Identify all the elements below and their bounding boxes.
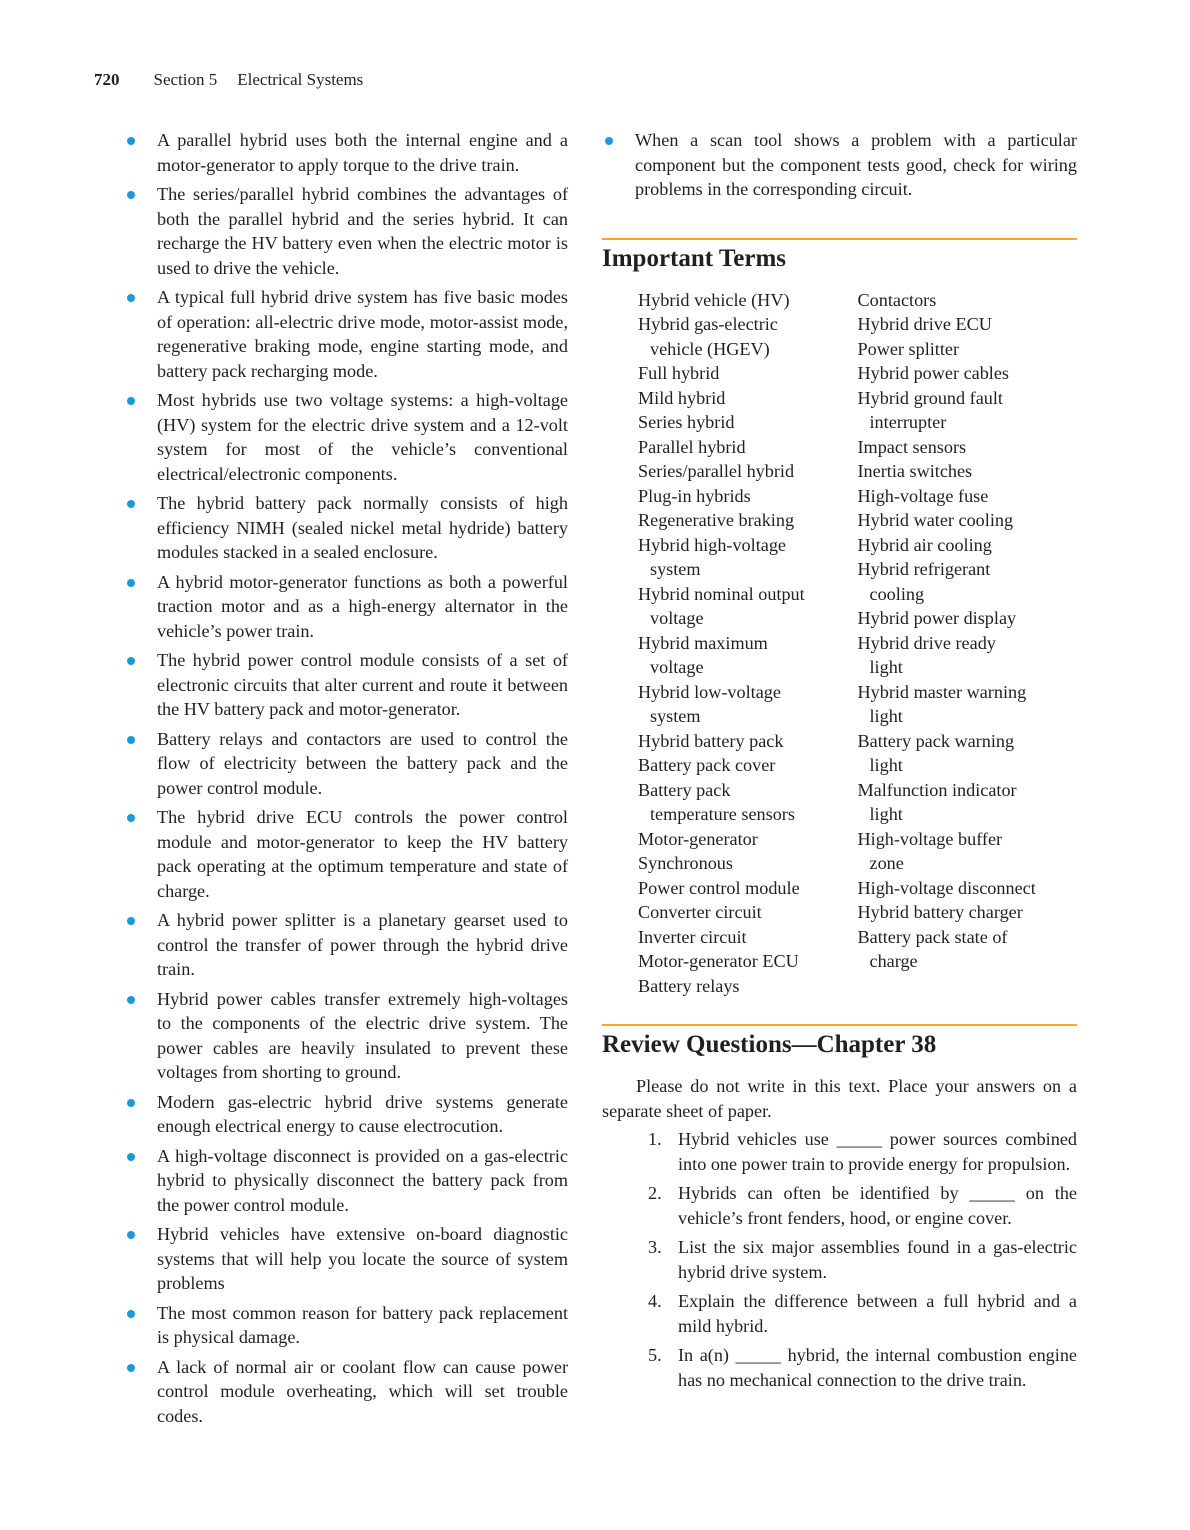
term-item: interrupter — [869, 412, 947, 432]
question-number: 2. — [648, 1183, 662, 1203]
term-item: Full hybrid — [638, 363, 720, 383]
bullet-text: The hybrid battery pack normally consists of high efficiency NIMH (sealed nickel metal hydride) battery modules stacked in a sealed enclosure. — [157, 493, 568, 562]
question-text: Hybrids can often be identified by _____ on the vehicle’s front fenders, hood, or engine cover. — [678, 1183, 1077, 1228]
terms-column-1 — [638, 288, 858, 999]
summary-bullet — [124, 648, 568, 722]
section-divider — [602, 238, 1077, 240]
bullet-icon — [127, 917, 135, 925]
term-item: Battery pack warning — [857, 730, 1015, 751]
term-item: system — [650, 559, 701, 579]
term-item: Hybrid power cables — [857, 363, 1010, 383]
term-item: voltage — [650, 657, 704, 677]
bullet-text: A lack of normal air or coolant flow can cause power control module overheating, which will set trouble codes. — [157, 1356, 568, 1426]
term-item: Series hybrid — [638, 412, 735, 432]
bullet-text: A parallel hybrid uses both the internal engine and a motor-generator to apply torque to the drive train. — [157, 130, 568, 175]
bullet-icon — [127, 657, 135, 665]
summary-bullet — [124, 1090, 568, 1139]
term-item: Power control module — [638, 877, 800, 898]
bullet-text: A hybrid power splitter is a planetary gearset used to control the transfer of power through the hybrid drive train. — [157, 910, 568, 979]
bullet-icon — [127, 579, 135, 587]
summary-list — [124, 128, 568, 1428]
right-column — [602, 128, 1077, 1397]
review-question — [602, 1343, 1077, 1392]
term-item: Hybrid refrigerant — [857, 559, 991, 579]
term-item: Hybrid power display — [857, 608, 1017, 628]
section-label: Section 5 — [153, 70, 218, 89]
summary-bullet — [124, 805, 568, 903]
term-item: Power splitter — [857, 338, 960, 359]
term-item: Regenerative braking — [638, 510, 795, 530]
bullet-text: A high-voltage disconnect is provided on a gas-electric hybrid to physically disconnect the battery pack from the power control module. — [157, 1145, 568, 1215]
important-terms-heading: Important Terms — [602, 244, 787, 272]
term-item: Inverter circuit — [638, 926, 747, 947]
term-item: High-voltage fuse — [857, 485, 989, 506]
term-item: light — [869, 657, 903, 677]
term-item: Hybrid vehicle (HV) — [638, 289, 790, 310]
summary-bullet — [124, 1144, 568, 1218]
term-item: cooling — [869, 583, 925, 604]
term-item: Hybrid nominal output — [638, 583, 805, 604]
term-item: Series/parallel hybrid — [638, 461, 795, 481]
term-item: Malfunction indicator — [857, 779, 1017, 800]
summary-bullet — [124, 128, 568, 177]
term-item: Motor-generator — [638, 828, 758, 849]
review-questions-heading: Review Questions—Chapter 38 — [602, 1031, 937, 1058]
review-question — [602, 1181, 1077, 1230]
term-item: Hybrid maximum — [638, 632, 768, 653]
term-item: Hybrid air cooling — [857, 534, 992, 555]
summary-bullet — [124, 727, 568, 801]
term-item: light — [869, 755, 903, 775]
term-item: Inertia switches — [857, 461, 973, 481]
bullet-icon — [127, 500, 135, 508]
term-item: Hybrid gas-electric — [638, 314, 778, 334]
term-item: vehicle (HGEV) — [650, 338, 770, 359]
question-number: 4. — [648, 1291, 662, 1311]
question-number: 3. — [648, 1237, 662, 1257]
section-title: Electrical Systems — [237, 70, 364, 89]
page-number: 720 — [94, 70, 120, 89]
bullet-text: The most common reason for battery pack replacement is physical damage. — [157, 1302, 568, 1347]
question-text: Hybrid vehicles use _____ power sources combined into one power train to provide energy for propulsion. — [678, 1129, 1077, 1174]
term-item: voltage — [650, 608, 704, 628]
review-question — [602, 1235, 1077, 1284]
term-item: system — [650, 706, 701, 726]
question-number: 5. — [648, 1345, 662, 1365]
bullet-icon — [127, 191, 135, 199]
term-item: Battery pack — [638, 779, 731, 800]
term-item: Mild hybrid — [638, 387, 726, 408]
summary-bullet — [124, 1222, 568, 1296]
bullet-text: The hybrid power control module consists of a set of electronic circuits that alter current and route it between the HV battery pack and motor-generator. — [157, 650, 568, 719]
term-item: High-voltage buffer — [857, 828, 1003, 849]
term-item: Plug-in hybrids — [638, 485, 751, 506]
term-item: Synchronous — [638, 853, 733, 873]
bullet-icon — [127, 736, 135, 744]
review-intro: Please do not write in this text. Place your answers on a separate sheet of paper. — [602, 1076, 1077, 1121]
summary-bullet — [602, 128, 1077, 202]
term-item: Contactors — [857, 289, 937, 310]
bullet-text: Hybrid vehicles have extensive on-board diagnostic systems that will help you locate the source of system problems — [157, 1224, 568, 1293]
term-item: zone — [869, 853, 904, 873]
question-text: In a(n) _____ hybrid, the internal combustion engine has no mechanical connection to the drive train. — [678, 1345, 1077, 1390]
bullet-icon — [127, 397, 135, 405]
summary-bullet — [124, 908, 568, 982]
summary-list-continued — [602, 128, 1077, 202]
summary-bullet — [124, 182, 568, 280]
bullet-icon — [127, 1099, 135, 1107]
term-item: Hybrid high-voltage — [638, 534, 786, 555]
bullet-icon — [605, 137, 613, 145]
review-question — [602, 1127, 1077, 1176]
bullet-text: Battery relays and contactors are used to control the flow of electricity between the battery pack and the power control module. — [157, 728, 568, 798]
bullet-icon — [127, 1310, 135, 1318]
summary-bullet — [124, 1355, 568, 1429]
bullet-text: Most hybrids use two voltage systems: a high-voltage (HV) system for the electric drive system and a 12-volt system for most of the vehicle’s conventional electrical/electronic components. — [157, 390, 568, 484]
review-questions-list — [602, 1127, 1077, 1392]
running-header — [94, 70, 363, 90]
bullet-icon — [127, 294, 135, 302]
term-item: Battery pack cover — [638, 755, 776, 775]
term-item: Battery relays — [638, 975, 740, 996]
summary-bullet — [124, 388, 568, 486]
bullet-text: Modern gas-electric hybrid drive systems generate enough electrical energy to cause electrocution. — [157, 1091, 568, 1136]
review-question — [602, 1289, 1077, 1338]
term-item: Hybrid low-voltage — [638, 681, 781, 702]
bullet-text: The series/parallel hybrid combines the advantages of both the parallel hybrid and the series hybrid. It can recharge the HV battery even when the electric motor is used to drive the vehicle. — [157, 184, 568, 278]
summary-bullet — [124, 491, 568, 565]
bullet-icon — [127, 1364, 135, 1372]
summary-bullet — [124, 570, 568, 644]
bullet-icon — [127, 814, 135, 822]
important-terms-list — [638, 288, 1077, 999]
term-item: Parallel hybrid — [638, 436, 746, 457]
bullet-text: When a scan tool shows a problem with a particular component but the component tests good, check for wiring problems in the corresponding circuit. — [635, 130, 1077, 199]
bullet-text: A hybrid motor-generator functions as both a powerful traction motor and as a high-energy alternator in the vehicle’s power train. — [157, 571, 568, 641]
summary-bullet — [124, 285, 568, 383]
term-item: Hybrid battery charger — [857, 902, 1023, 922]
summary-column-left — [124, 128, 568, 1433]
question-number: 1. — [648, 1129, 662, 1149]
term-item: Motor-generator ECU — [638, 951, 799, 971]
question-text: List the six major assemblies found in a gas-electric hybrid drive system. — [678, 1237, 1077, 1282]
bullet-icon — [127, 1153, 135, 1161]
section-divider — [602, 1024, 1077, 1026]
bullet-text: The hybrid drive ECU controls the power control module and motor-generator to keep the HV battery pack operating at the optimum temperature and state of charge. — [157, 807, 568, 901]
term-item: Hybrid ground fault — [857, 387, 1003, 408]
bullet-text: A typical full hybrid drive system has five basic modes of operation: all-electric drive mode, motor-assist mode, regenerative braking mode, engine starting mode, and battery pack recharging mode. — [157, 287, 568, 381]
term-item: light — [869, 706, 903, 726]
term-item: charge — [869, 951, 918, 971]
bullet-icon — [127, 996, 135, 1004]
term-item: Hybrid water cooling — [857, 510, 1014, 530]
question-text: Explain the difference between a full hybrid and a mild hybrid. — [678, 1291, 1077, 1336]
bullet-icon — [127, 137, 135, 145]
term-item: temperature sensors — [650, 804, 795, 824]
term-item: light — [869, 804, 903, 824]
term-item: Hybrid master warning — [857, 681, 1027, 702]
term-item: Impact sensors — [857, 436, 967, 457]
terms-column-2 — [858, 288, 1078, 999]
term-item: Battery pack state of — [857, 926, 1008, 947]
term-item: Converter circuit — [638, 902, 762, 922]
term-item: Hybrid drive ECU — [857, 314, 992, 334]
term-item: Hybrid battery pack — [638, 730, 784, 751]
term-item: High-voltage disconnect — [857, 877, 1036, 898]
summary-bullet — [124, 1301, 568, 1350]
bullet-text: Hybrid power cables transfer extremely high-voltages to the components of the electric drive system. The power cables are heavily insulated to prevent these voltages from shorting to ground. — [157, 988, 568, 1082]
bullet-icon — [127, 1231, 135, 1239]
term-item: Hybrid drive ready — [857, 632, 996, 653]
summary-bullet — [124, 987, 568, 1085]
